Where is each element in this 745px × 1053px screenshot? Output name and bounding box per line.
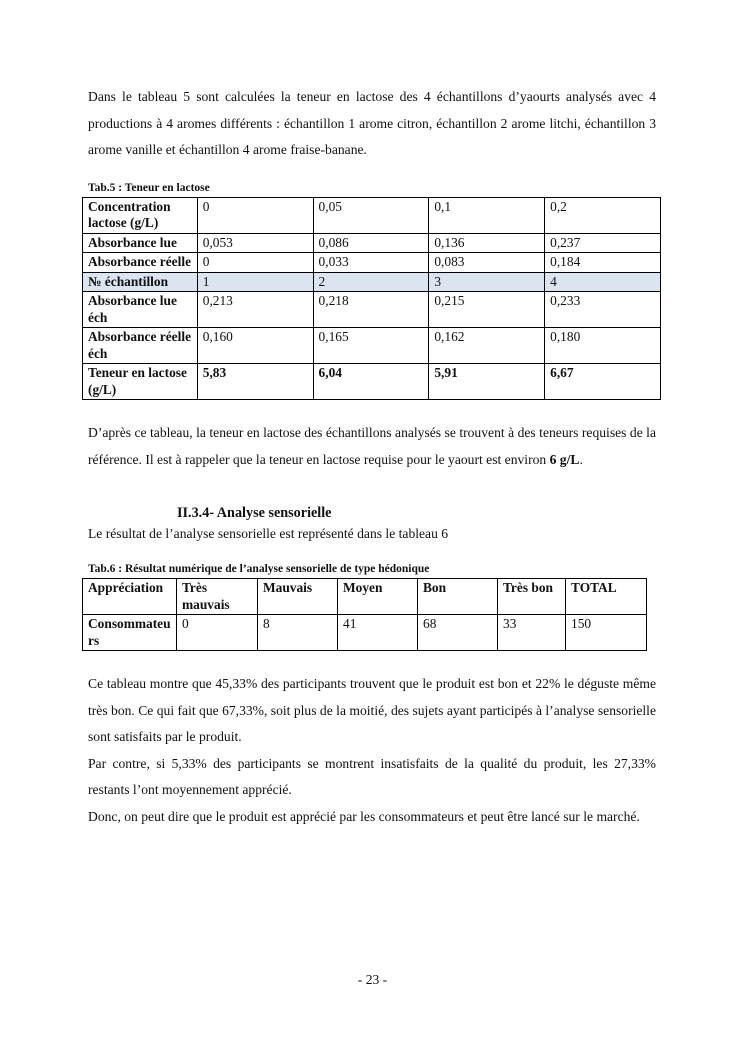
table-cell: 0,233: [545, 292, 661, 328]
table-cell: 5,91: [429, 364, 545, 400]
table-cell: 0,083: [429, 253, 545, 273]
table-cell: 0,033: [313, 253, 429, 273]
table-cell: 0,215: [429, 292, 545, 328]
table-cell: 1: [197, 272, 313, 292]
row-label: Absorbance lue: [83, 233, 198, 253]
document-page: [88, 84, 656, 830]
table-cell: 0,218: [313, 292, 429, 328]
table-cell: 6,67: [545, 364, 661, 400]
row-label: Absorbance réelle: [83, 253, 198, 273]
table-row: [83, 328, 661, 364]
table-cell: 2: [313, 272, 429, 292]
row-label: Absorbance lue éch: [83, 292, 198, 328]
table-cell: 0,184: [545, 253, 661, 273]
table-row: [83, 253, 661, 273]
section-title: II.3.4- Analyse sensorielle: [177, 505, 332, 521]
column-header: Bon: [418, 579, 498, 615]
paragraph-emphasis: 6 g/L: [549, 451, 580, 467]
section-intro: Le résultat de l’analyse sensorielle est représenté dans le tableau 6: [88, 526, 449, 541]
paragraph-text: D’après ce tableau, la teneur en lactose des échantillons analysés se trouvent à des teneurs requises de la référence. Il est à rappeler que la teneur en lactose requise pour le yaourt est environ: [88, 425, 656, 467]
column-header: Mauvais: [258, 579, 338, 615]
table-row: [83, 197, 661, 233]
table-cell: 6,04: [313, 364, 429, 400]
paragraph-sensory-result: Ce tableau montre que 45,33% des participants trouvent que le produit est bon et 22% le déguste même très bon. Ce qui fait que 67,33%, soit plus de la moitié, des sujets ayant participés à l’analyse sensorielle sont satisfaits par le produit.: [88, 676, 656, 744]
table-cell: 0,1: [429, 197, 545, 233]
table-cell: 4: [545, 272, 661, 292]
column-header: Très mauvais: [177, 579, 258, 615]
table-row: [83, 233, 661, 253]
row-label: Consommateurs: [83, 615, 177, 651]
table-cell: 0,05: [313, 197, 429, 233]
table6-caption: Tab.6 : Résultat numérique de l’analyse sensorielle de type hédonique: [88, 563, 430, 575]
table-cell: 0,165: [313, 328, 429, 364]
intro-paragraph: Dans le tableau 5 sont calculées la teneur en lactose des 4 échantillons d’yaourts analysés avec 4 productions à 4 aromes différents : échantillon 1 arome citron, échantillon 2 arome litchi, échantillon 3 arome vanille et échantillon 4 arome fraise-banane.: [88, 89, 656, 157]
column-header: Appréciation: [83, 579, 177, 615]
table5: [82, 197, 661, 401]
table5-caption: Tab.5 : Teneur en lactose: [88, 181, 210, 194]
paragraph-lactose-analysis: [88, 420, 656, 473]
table-cell: 0,162: [429, 328, 545, 364]
column-header: Moyen: [338, 579, 418, 615]
paragraph-conclusion: Donc, on peut dire que le produit est apprécié par les consommateurs et peut être lancé sur le marché.: [88, 808, 640, 824]
table-cell: 3: [429, 272, 545, 292]
column-header: Très bon: [498, 579, 566, 615]
table-header-row: [83, 579, 647, 615]
table-cell: 0,213: [197, 292, 313, 328]
paragraph-sensory-contrast: Par contre, si 5,33% des participants se montrent insatisfaits de la qualité du produit, les 27,33% restants l’ont moyennement apprécié.: [88, 755, 656, 797]
table-cell: 0: [177, 615, 258, 651]
table-cell: 0,136: [429, 233, 545, 253]
table-cell: 33: [498, 615, 566, 651]
table6: [82, 578, 647, 651]
table-cell: 0,160: [197, 328, 313, 364]
table-cell: 0: [197, 197, 313, 233]
table-cell: 41: [338, 615, 418, 651]
table-cell: 150: [566, 615, 647, 651]
table-row-highlighted: [83, 272, 661, 292]
table-cell: 8: [258, 615, 338, 651]
table-row-result: [83, 364, 661, 400]
row-label: Teneur en lactose (g/L): [83, 364, 198, 400]
table-row: [83, 615, 647, 651]
table-cell: 0,086: [313, 233, 429, 253]
table-cell: 5,83: [197, 364, 313, 400]
paragraph-text: .: [579, 451, 583, 467]
row-label: Absorbance réelle éch: [83, 328, 198, 364]
table-cell: 0,237: [545, 233, 661, 253]
table-cell: 0,2: [545, 197, 661, 233]
table-cell: 0,053: [197, 233, 313, 253]
page-number: - 23 -: [357, 972, 388, 987]
table-row: [83, 292, 661, 328]
column-header: TOTAL: [566, 579, 647, 615]
row-label: № échantillon: [83, 272, 198, 292]
row-label: Concentration lactose (g/L): [83, 197, 198, 233]
table-cell: 0,180: [545, 328, 661, 364]
table-cell: 68: [418, 615, 498, 651]
table-cell: 0: [197, 253, 313, 273]
